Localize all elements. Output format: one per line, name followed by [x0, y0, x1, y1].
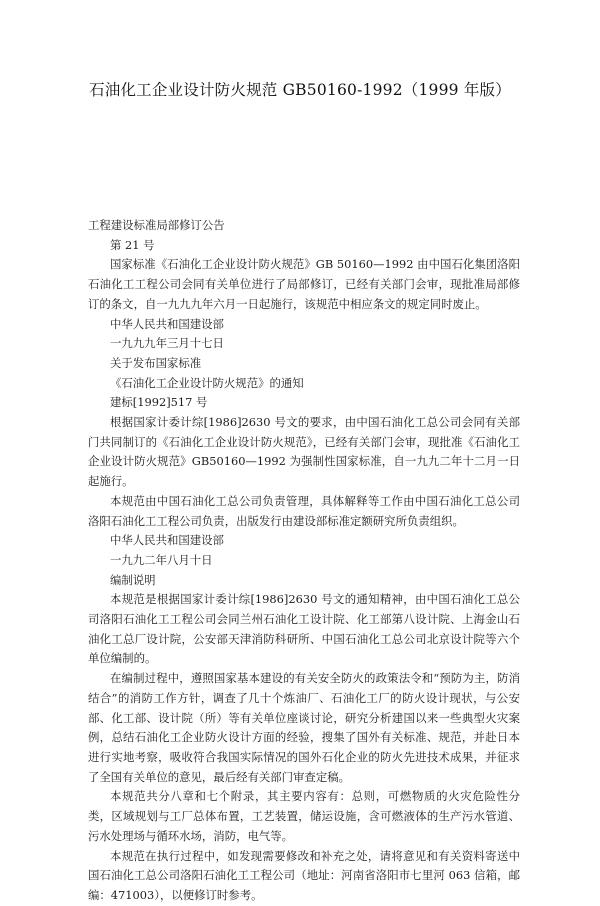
- issuer-name: 中华人民共和国建设部: [110, 316, 224, 331]
- notice-heading-line-1: 关于发布国家标准: [110, 355, 202, 370]
- announcement-paragraph: 国家标准《石油化工企业设计防火规范》GB 50160—1992 由中国石化集团洛阳石油化工工程公司会同有关单位进行了局部修订，已经有关部门会审，现批准局部修订的条文，自一九九九年六月一日起施行，该规范中相应条文的规定同时废止。: [88, 257, 520, 311]
- issue-date: 一九九九年三月十七日: [110, 336, 224, 351]
- compilation-paragraph: 本规范是根据国家计委计综[1986]2630 号文的通知精神，由中国石油化工总公司洛阳石油化工工程公司会同兰州石油化工设计院、化工部第八设计院、上海金山石油化工总厂设计院，公安部天津消防科研所、中国石油化工总公司北京设计院等六个单位编制的。: [88, 592, 520, 666]
- compilation-heading: 编制说明: [110, 572, 156, 587]
- compilation-paragraph: 在编制过程中，遵照国家基本建设的有关安全防火的政策法令和“预防为主，防消结合”的消防工作方针，调查了几十个炼油厂、石油化工厂的防火设计现状，与公安部、化工部、设计院（所）等有关单位座谈讨论，研究分析建国以来一些典型火灾案例，总结石油化工企业防火设计方面的经验，搜集了国外有关标准、规范，并赴日本进行实地考察，吸收符合我国实际情况的国外石化企业的防火先进技术成果，并征求了全国有关单位的意见，最后经有关部门审查定稿。: [88, 671, 520, 784]
- compilation-paragraph: 本规范在执行过程中，如发现需要修改和补充之处，请将意见和有关资料寄送中国石油化工总公司洛阳石油化工工程公司（地址：河南省洛阳市七里河 063 信箱，邮编：471003），以便修订时参考。: [88, 848, 520, 902]
- compilation-paragraph: 本规范共分八章和七个附录，其主要内容有：总则，可燃物质的火灾危险性分类，区域规划与工厂总体布置，工艺装置，储运设施，含可燃液体的生产污水管道、污水处理场与循环水场，消防，电气等。: [88, 789, 520, 843]
- announcement-number: 第 21 号: [110, 237, 155, 252]
- document-body: [88, 216, 520, 906]
- notice-paragraph: 根据国家计委计综[1986]2630 号文的要求，由中国石油化工总公司会同有关部门共同制订的《石油化工企业设计防火规范》，已经有关部门会审，现批准《石油化工企业设计防火规范》GB50160—1992 为强制性国家标准，自一九九二年十二月一日起施行。: [88, 415, 520, 489]
- document-title: 石油化工企业设计防火规范 GB50160-1992（1999 年版）: [89, 81, 511, 99]
- announcement-heading: 工程建设标准局部修订公告: [88, 218, 225, 232]
- notice-paragraph: 本规范由中国石油化工总公司负责管理，具体解释等工作由中国石油化工总公司洛阳石油化工工程公司负责，出版发行由建设部标准定额研究所负责组织。: [88, 493, 520, 528]
- notice-heading-line-2: 《石油化工企业设计防火规范》的通知: [110, 375, 304, 390]
- issuer-name: 中华人民共和国建设部: [110, 533, 224, 548]
- notice-number: 建标[1992]517 号: [110, 395, 208, 410]
- issue-date: 一九九二年八月十日: [110, 552, 213, 567]
